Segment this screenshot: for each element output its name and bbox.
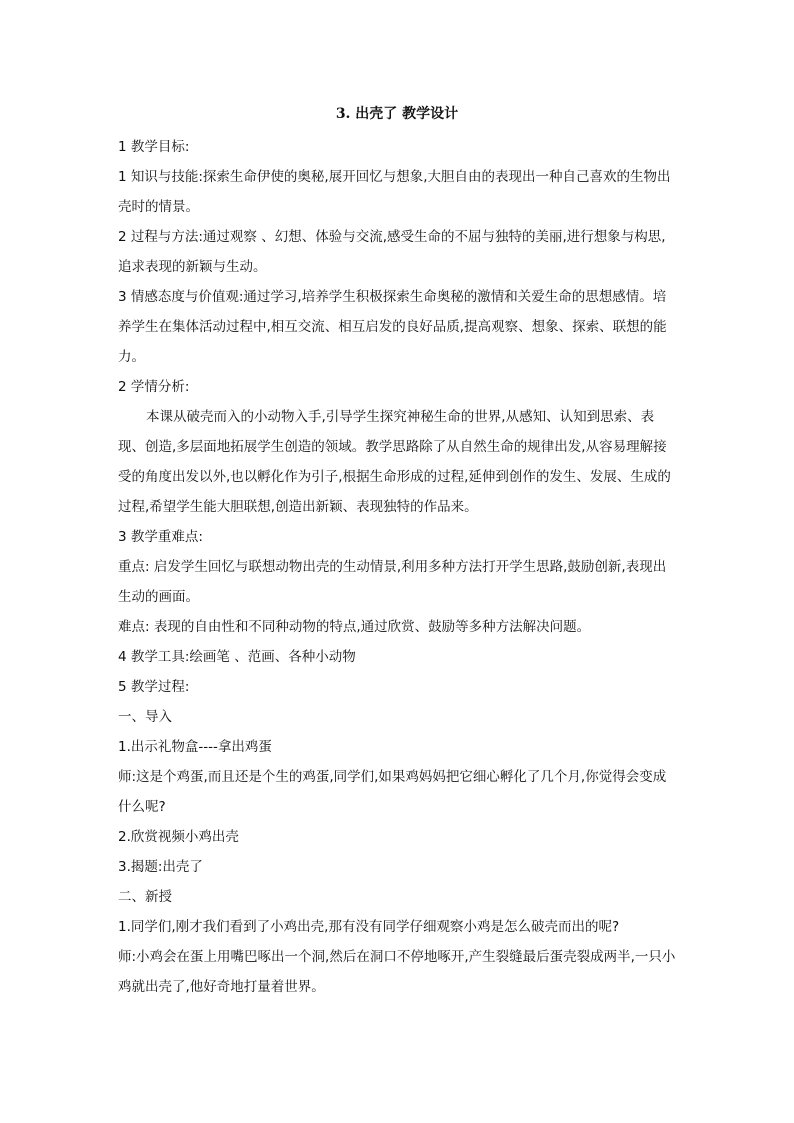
objective-knowledge-skills: 1 知识与技能:探索生命伊使的奥秘,展开回忆与想象,大胆自由的表现出一种自己喜欢的生物出壳时的情景。 <box>118 169 671 215</box>
objective-attitudes-values: 3 情感态度与价值观:通过学习,培养学生积极探索生命奥秘的激情和关爱生命的思想感情。培养学生在集体活动过程中,相互交流、相互启发的良好品质,提高观察、想象、探索、联想的能力。 <box>118 289 667 365</box>
step-observe-hatching-question: 1.同学们,刚才我们看到了小鸡出壳,那有没有同学仔细观察小鸡是怎么破壳而出的呢? <box>118 919 620 935</box>
section-heading-teaching-process: 5 教学过程: <box>118 679 190 695</box>
subsection-heading-introduction: 一、导入 <box>118 709 172 725</box>
teacher-egg-question: 师:这是个鸡蛋,而且还是个生的鸡蛋,同学们,如果鸡妈妈把它细心孵化了几个月,你觉得会变成什么呢? <box>118 769 667 815</box>
key-point-paragraph: 重点: 启发学生回忆与联想动物出壳的生动情景,利用多种方法打开学生思路,鼓励创新,表现出生动的画面。 <box>118 559 667 605</box>
step-reveal-topic: 3.揭题:出壳了 <box>118 859 203 875</box>
section-heading-key-difficulties: 3 教学重难点: <box>118 529 203 545</box>
step-show-gift-box: 1.出示礼物盒----拿出鸡蛋 <box>118 739 272 755</box>
step-watch-video: 2.欣赏视频小鸡出壳 <box>118 829 239 845</box>
section-heading-teaching-tools: 4 教学工具:绘画笔 、范画、各种小动物 <box>118 649 356 665</box>
teacher-hatching-explanation: 师:小鸡会在蛋上用嘴巴啄出一个洞,然后在洞口不停地啄开,产生裂缝最后蛋壳裂成两半,一只小鸡就出壳了,他好奇地打量着世界。 <box>118 949 676 995</box>
document-title: 3. 出壳了 教学设计 <box>335 106 459 122</box>
section-heading-objectives: 1 教学目标: <box>118 139 190 155</box>
objective-process-methods: 2 过程与方法:通过观察 、幻想、体验与交流,感受生命的不屈与独特的美丽,进行想象与构思,追求表现的新颖与生动。 <box>118 229 666 275</box>
section-heading-student-analysis: 2 学情分析: <box>118 379 190 395</box>
document-body <box>118 132 678 1002</box>
subsection-heading-new-lesson: 二、新授 <box>118 889 172 905</box>
difficulty-paragraph: 难点: 表现的自由性和不同种动物的特点,通过欣赏、鼓励等多种方法解决问题。 <box>118 619 591 635</box>
student-analysis-paragraph: 本课从破壳而入的小动物入手,引导学生探究神秘生命的世界,从感知、认知到思索、表现、创造,多层面地拓展学生创造的领域。教学思路除了从自然生命的规律出发,从容易理解接受的角度出发以外,也以孵化作为引子,根据生命形成的过程,延伸到创作的发生、发展、生成的过程,希望学生能大胆联想,创造出新颖、表现独特的作品来。 <box>118 409 671 515</box>
